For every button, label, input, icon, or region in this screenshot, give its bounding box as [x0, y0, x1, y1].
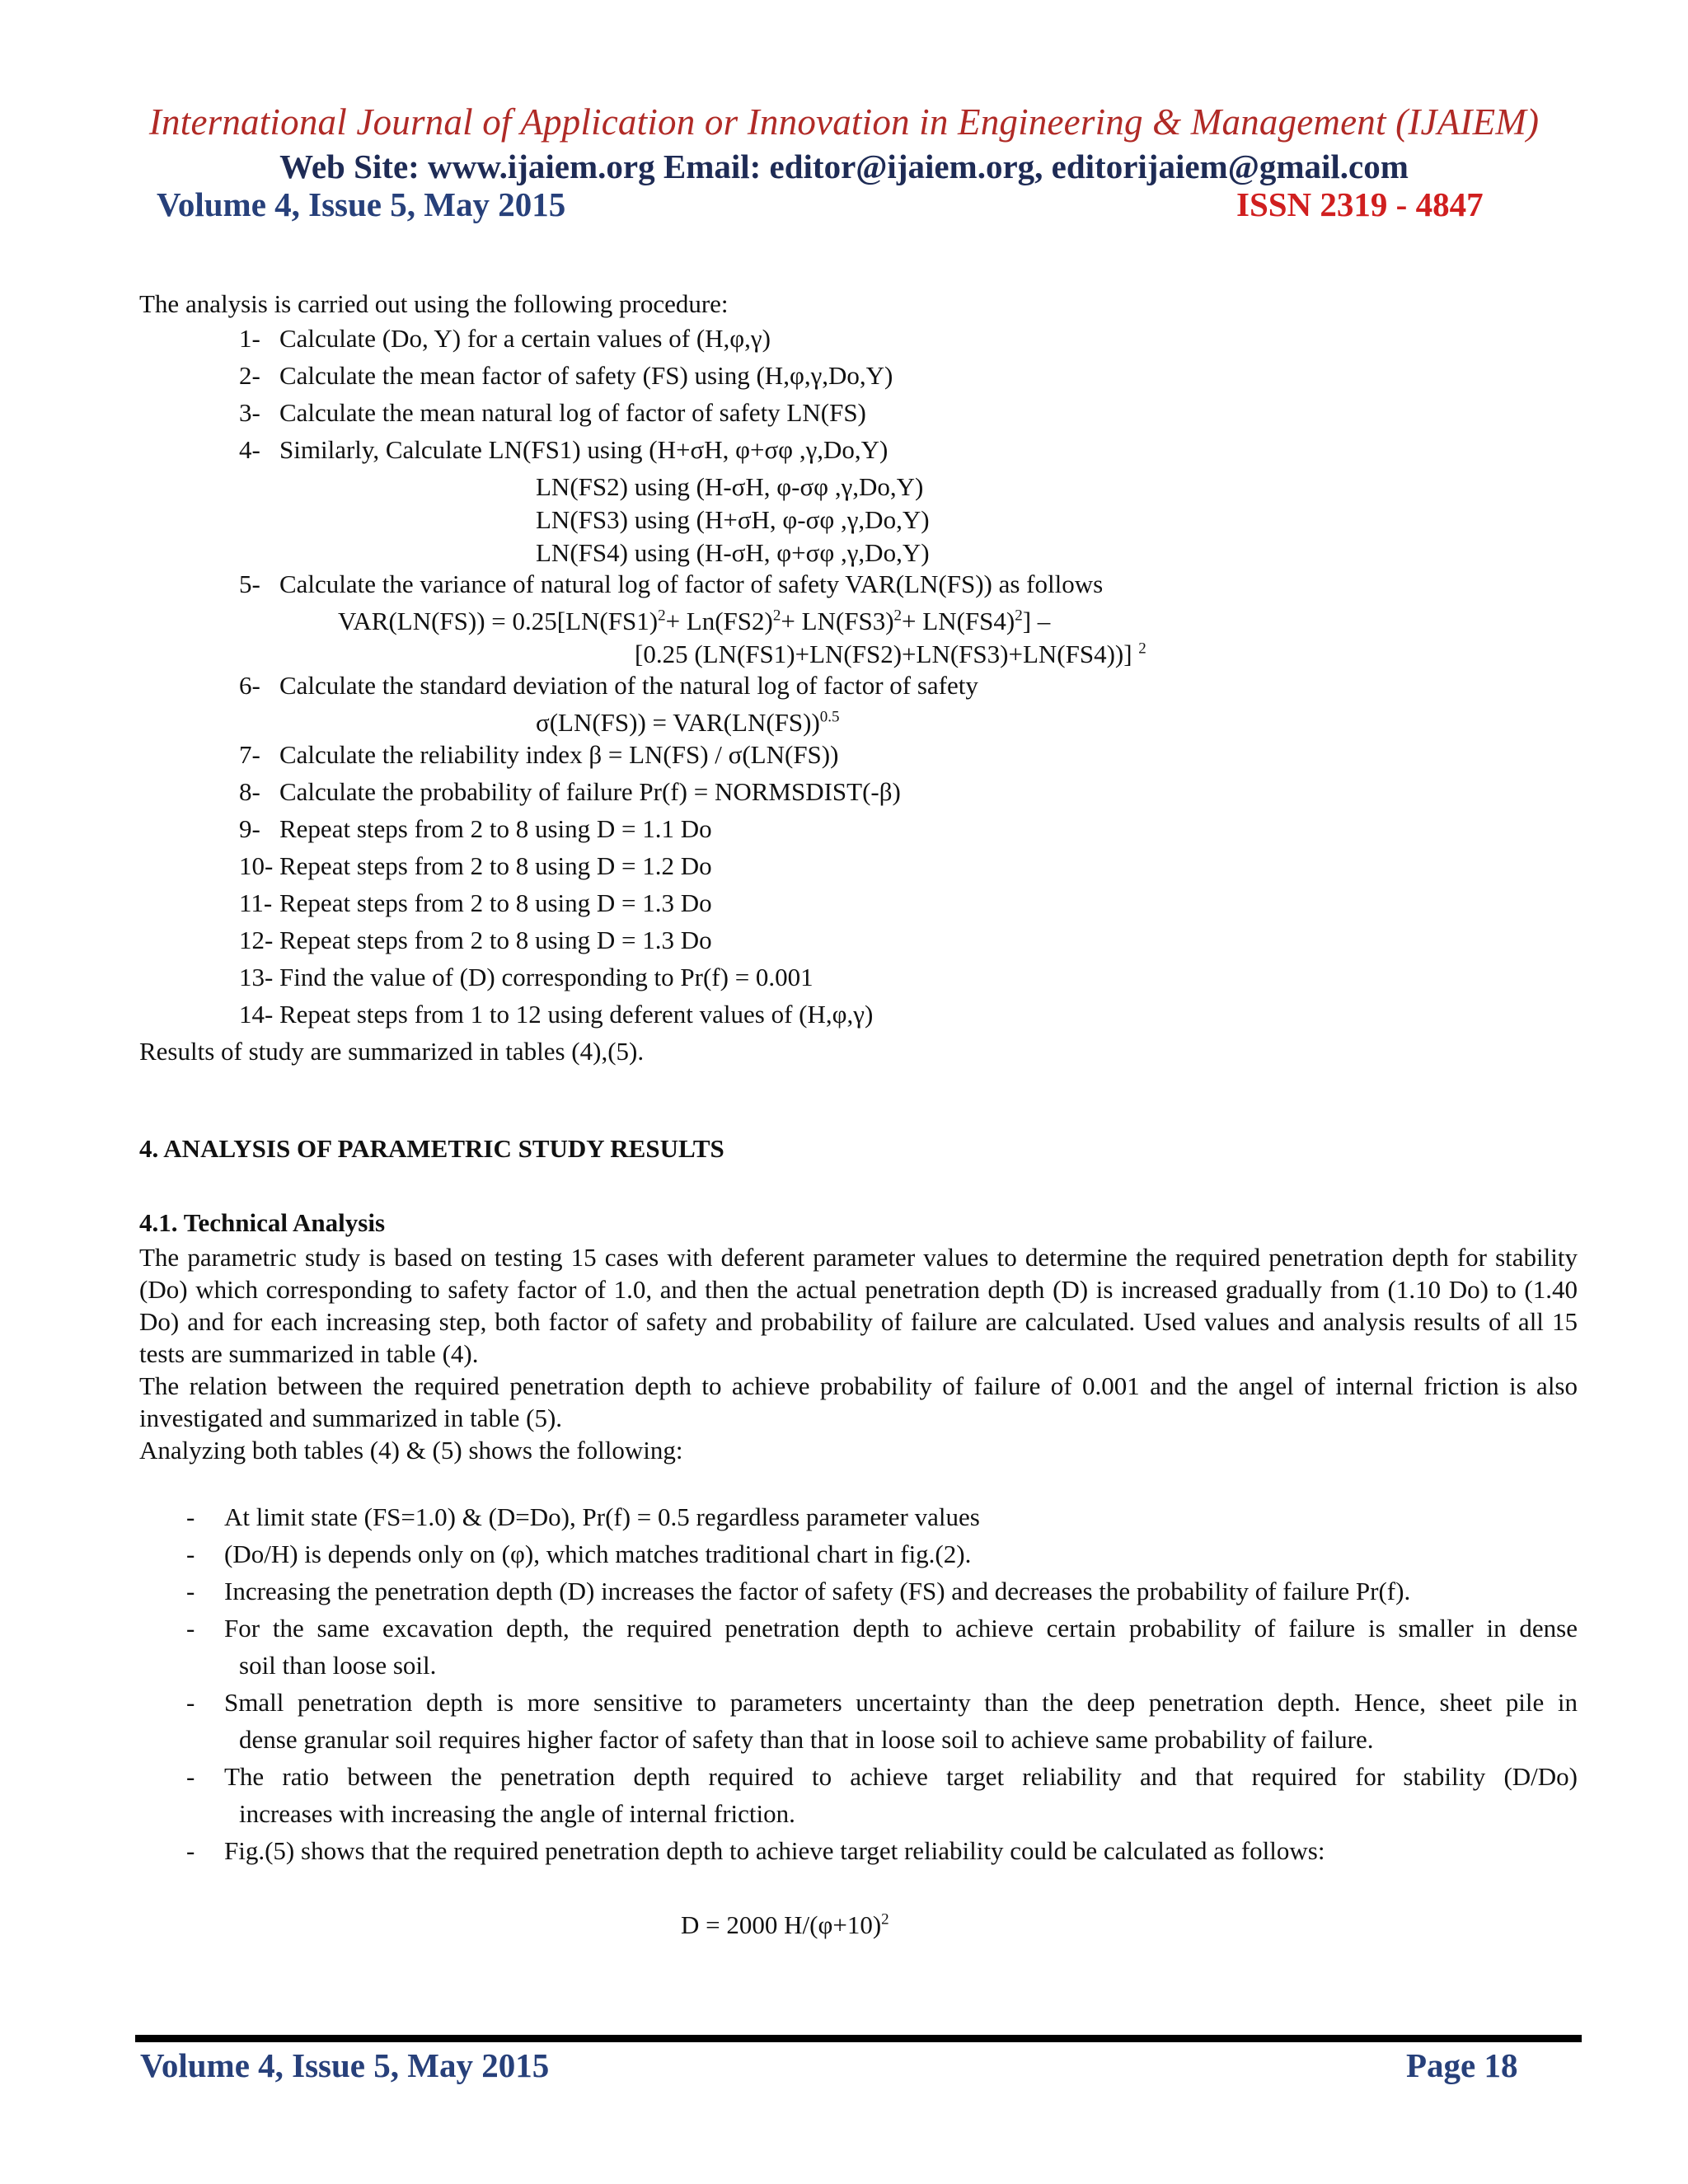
bullet-text: Small penetration depth is more sensitive to parameters uncertainty than the deep penetration depth. Hence, sheet pile in: [224, 1688, 1578, 1717]
bullet-text: For the same excavation depth, the required penetration depth to achieve certain probability of failure is smaller in dense: [224, 1614, 1578, 1643]
variance-formula-line2: [0.25 (LN(FS1)+LN(FS2)+LN(FS3)+LN(FS4))] $^2$: [635, 640, 1146, 668]
step-4-line: LN(FS3) using (H+σH, φ-σφ ,γ,Do,Y): [536, 505, 930, 534]
sd-formula: $\sigma(LN(FS)) = VAR(LN(FS))^{0.5}$: [536, 708, 840, 737]
bullet-dash: -: [186, 1614, 195, 1643]
step-number: 5-: [239, 569, 260, 598]
paragraph: The relation between the required penetration depth to achieve probability of failure of 0.001 and the angel of internal friction is also investigated and summarized in table (5).: [139, 1371, 1578, 1432]
step-number: 9-: [239, 814, 260, 843]
footer-page-number: Page 18: [1406, 2046, 1518, 2084]
paragraph: Analyzing both tables (4) & (5) shows the following:: [139, 1436, 683, 1465]
step-text: Calculate the variance of natural log of factor of safety VAR(LN(FS)) as follows: [279, 569, 1104, 598]
step-number: 14-: [239, 1000, 274, 1029]
step-text: Repeat steps from 2 to 8 using D = 1.3 Do: [279, 888, 712, 917]
bullet-text: dense granular soil requires higher factor of safety than that in loose soil to achieve same probability of failure.: [239, 1725, 1374, 1754]
step-number: 1-: [239, 324, 260, 353]
subsection-heading: 4.1. Technical Analysis: [139, 1208, 386, 1237]
journal-title: International Journal of Application or Innovation in Engineering & Management (IJAIEM): [148, 101, 1540, 143]
penetration-depth-formula: D = 2000 $H/(\varphi+10)^2$: [681, 1910, 889, 1939]
journal-contact: Web Site: www.ijaiem.org Email: editor@ijaiem.org, editorijaiem@gmail.com: [279, 148, 1409, 185]
step-text: Repeat steps from 2 to 8 using D = 1.3 Do: [279, 926, 712, 954]
bullet-dash: -: [186, 1502, 195, 1531]
footer-volume: Volume 4, Issue 5, May 2015: [140, 2046, 550, 2084]
step-text: Calculate the standard deviation of the natural log of factor of safety: [279, 671, 978, 700]
bullet-text: soil than loose soil.: [239, 1651, 437, 1680]
step-text: Find the value of (D) corresponding to Pr(f) = 0.001: [279, 963, 814, 991]
header-issn: ISSN 2319 - 4847: [1236, 185, 1484, 223]
step-number: 8-: [239, 777, 260, 806]
step-text: Calculate the reliability index β = LN(FS) / σ(LN(FS)): [279, 740, 839, 769]
step-4-line: LN(FS2) using (H-σH, φ-σφ ,γ,Do,Y): [536, 472, 924, 501]
header-volume: Volume 4, Issue 5, May 2015: [157, 185, 566, 223]
bullet-dash: -: [186, 1577, 195, 1605]
variance-formula-line1: $VAR(LN(FS)) = 0.25[LN(FS1)^2+ Ln(FS2)^2+ LN(FS3)^2+ LN(FS4)^2]$ –: [338, 607, 1051, 635]
step-number: 6-: [239, 671, 260, 700]
step-number: 12-: [239, 926, 274, 954]
step-number: 2-: [239, 361, 260, 390]
step-text: Calculate the mean factor of safety (FS) using (H,φ,γ,Do,Y): [279, 361, 893, 390]
step-text: Repeat steps from 1 to 12 using deferent values of (H,φ,γ): [279, 1000, 874, 1029]
bullet-text: Increasing the penetration depth (D) increases the factor of safety (FS) and decreases the probability of failure Pr(f).: [224, 1577, 1411, 1605]
step-number: 3-: [239, 398, 260, 427]
step-number: 11-: [239, 888, 273, 917]
step-number: 7-: [239, 740, 260, 769]
results-summary: Results of study are summarized in tables (4),(5).: [139, 1037, 645, 1066]
step-text: Calculate the probability of failure Pr(f) = NORMSDIST(-β): [279, 777, 901, 806]
step-number: 4-: [239, 435, 260, 464]
bullet-dash: -: [186, 1836, 195, 1865]
bullet-dash: -: [186, 1688, 195, 1717]
step-number: 13-: [239, 963, 274, 991]
bullet-dash: -: [186, 1762, 195, 1791]
footer-rule: [135, 2035, 1582, 2042]
section-heading: 4. ANALYSIS OF PARAMETRIC STUDY RESULTS: [139, 1134, 724, 1163]
bullet-text: (Do/H) is depends only on (φ), which matches traditional chart in fig.(2).: [224, 1540, 972, 1568]
step-text: Similarly, Calculate LN(FS1) using (H+σH, φ+σφ ,γ,Do,Y): [279, 435, 889, 464]
paragraph: The parametric study is based on testing 15 cases with deferent parameter values to determine the required penetration depth for stability (Do) which corresponding to safety factor of 1.0, and then the actual penetration depth (D) is increased gradually from (1.10 Do) to (1.40 Do) and for each increasing step, both factor of safety and probability of failure are calculated. Used values and analysis results of all 15 tests are summarized in table (4).: [139, 1243, 1578, 1368]
step-text: Calculate the mean natural log of factor of safety LN(FS): [279, 398, 866, 427]
step-text: Repeat steps from 2 to 8 using D = 1.1 Do: [279, 814, 712, 843]
bullet-text: At limit state (FS=1.0) & (D=Do), Pr(f) = 0.5 regardless parameter values: [224, 1502, 980, 1531]
step-4-line: LN(FS4) using (H-σH, φ+σφ ,γ,Do,Y): [536, 538, 930, 567]
bullet-text: Fig.(5) shows that the required penetration depth to achieve target reliability could be calculated as follows:: [224, 1836, 1325, 1865]
step-text: Calculate (Do, Y) for a certain values of (H,φ,γ): [279, 324, 771, 353]
bullet-dash: -: [186, 1540, 195, 1568]
step-number: 10-: [239, 851, 274, 880]
bullet-text: increases with increasing the angle of internal friction.: [239, 1799, 795, 1828]
procedure-intro: The analysis is carried out using the following procedure:: [139, 289, 729, 318]
bullet-text: The ratio between the penetration depth required to achieve target reliability and that required for stability (D/Do): [224, 1762, 1578, 1791]
step-text: Repeat steps from 2 to 8 using D = 1.2 Do: [279, 851, 712, 880]
